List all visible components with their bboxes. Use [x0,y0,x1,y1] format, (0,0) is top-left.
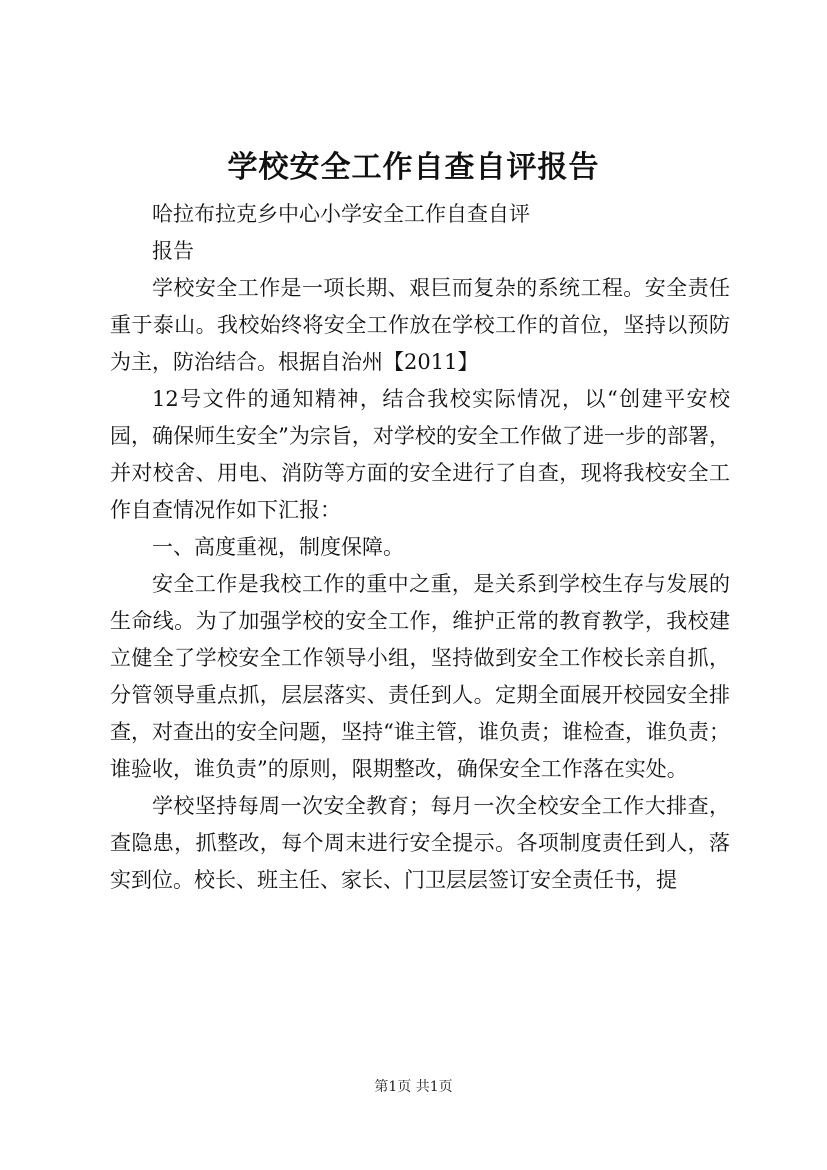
paragraph: 安全工作是我校工作的重中之重，是关系到学校生存与发展的生命线。为了加强学校的安全工作，维护正常的教育教学，我校建立健全了学校安全工作领导小组，坚持做到安全工作校长亲自抓，分管领导重点抓，层层落实、责任到人。定期全面展开校园安全排查，对查出的安全问题，坚持“谁主管，谁负责；谁检查，谁负责；谁验收，谁负责”的原则，限期整改，确保安全工作落在实处。 [110,572,730,781]
document-body [110,196,730,899]
page-footer: 第1页 共1页 [374,1079,453,1095]
paragraph: 报告 [152,239,194,263]
paragraph: 12号文件的通知精神，结合我校实际情况，以“创建平安校园，确保师生安全”为宗旨，对学校的安全工作做了进一步的部署，并对校舍、用电、消防等方面的安全进行了自查，现将我校安全工作自查情况作如下汇报： [110,387,730,522]
paragraph: 哈拉布拉克乡中心小学安全工作自查自评 [152,202,530,226]
section-heading: 一、高度重视，制度保障。 [152,535,404,559]
document-title: 学校安全工作自查自评报告 [227,150,600,185]
paragraph: 学校坚持每周一次安全教育；每月一次全校安全工作大排查，查隐患，抓整改，每个周末进行安全提示。各项制度责任到人，落实到位。校长、班主任、家长、门卫层层签订安全责任书，提 [110,794,730,892]
paragraph: 学校安全工作是一项长期、艰巨而复杂的系统工程。安全责任重于泰山。我校始终将安全工作放在学校工作的首位，坚持以预防为主，防治结合。根据自治州【2011】 [110,276,730,374]
